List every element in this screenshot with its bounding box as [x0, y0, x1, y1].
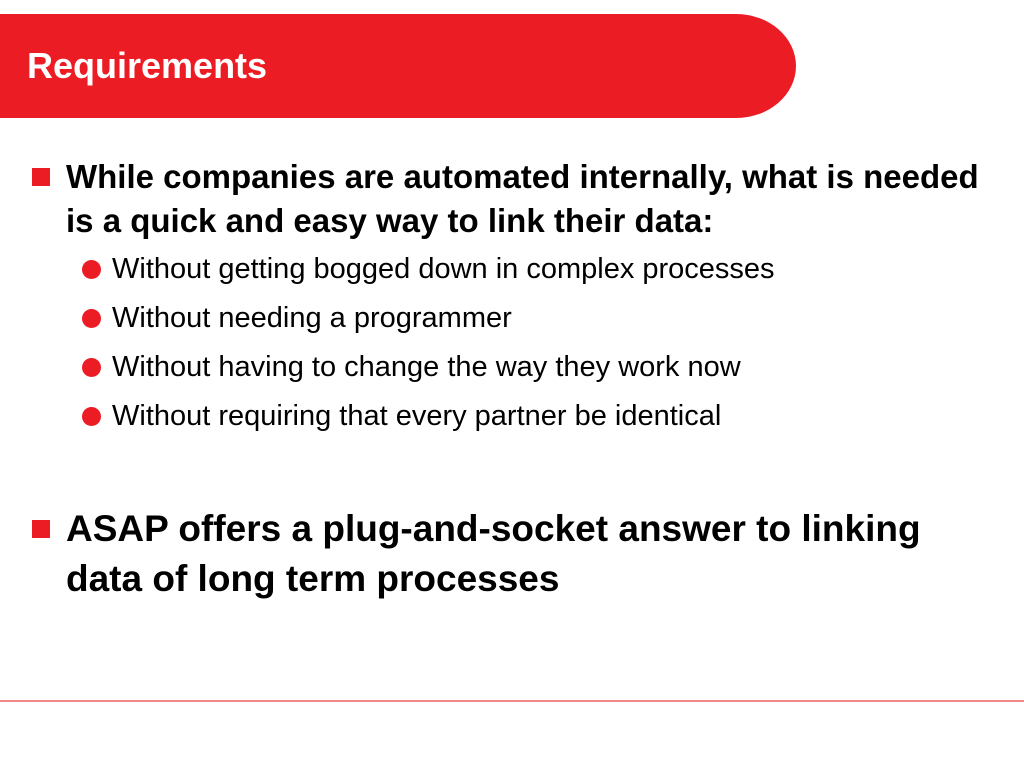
square-bullet-icon — [32, 168, 50, 186]
round-bullet-icon — [82, 309, 101, 328]
slide-title: Requirements — [27, 45, 268, 86]
sub-bullet-item — [82, 350, 741, 384]
sub-bullet-item — [82, 399, 721, 433]
square-bullet-icon — [32, 520, 50, 538]
footer-divider — [0, 700, 1024, 702]
sub-bullet-text: Without having to change the way they work now — [112, 351, 741, 383]
bullet-text: ASAP offers a plug-and-socket answer to linking data of long term processes — [66, 508, 921, 599]
sub-bullet-item — [82, 252, 775, 286]
round-bullet-icon — [82, 358, 101, 377]
round-bullet-icon — [82, 407, 101, 426]
sub-bullet-text: Without needing a programmer — [112, 302, 512, 334]
bullet-item — [32, 504, 982, 604]
sub-bullet-item — [82, 301, 512, 335]
round-bullet-icon — [82, 260, 101, 279]
bullet-text: While companies are automated internally, what is needed is a quick and easy way to link their data: — [66, 158, 979, 239]
sub-bullet-text: Without requiring that every partner be identical — [112, 400, 722, 432]
bullet-item — [32, 155, 982, 243]
sub-bullet-text: Without getting bogged down in complex processes — [112, 253, 775, 285]
